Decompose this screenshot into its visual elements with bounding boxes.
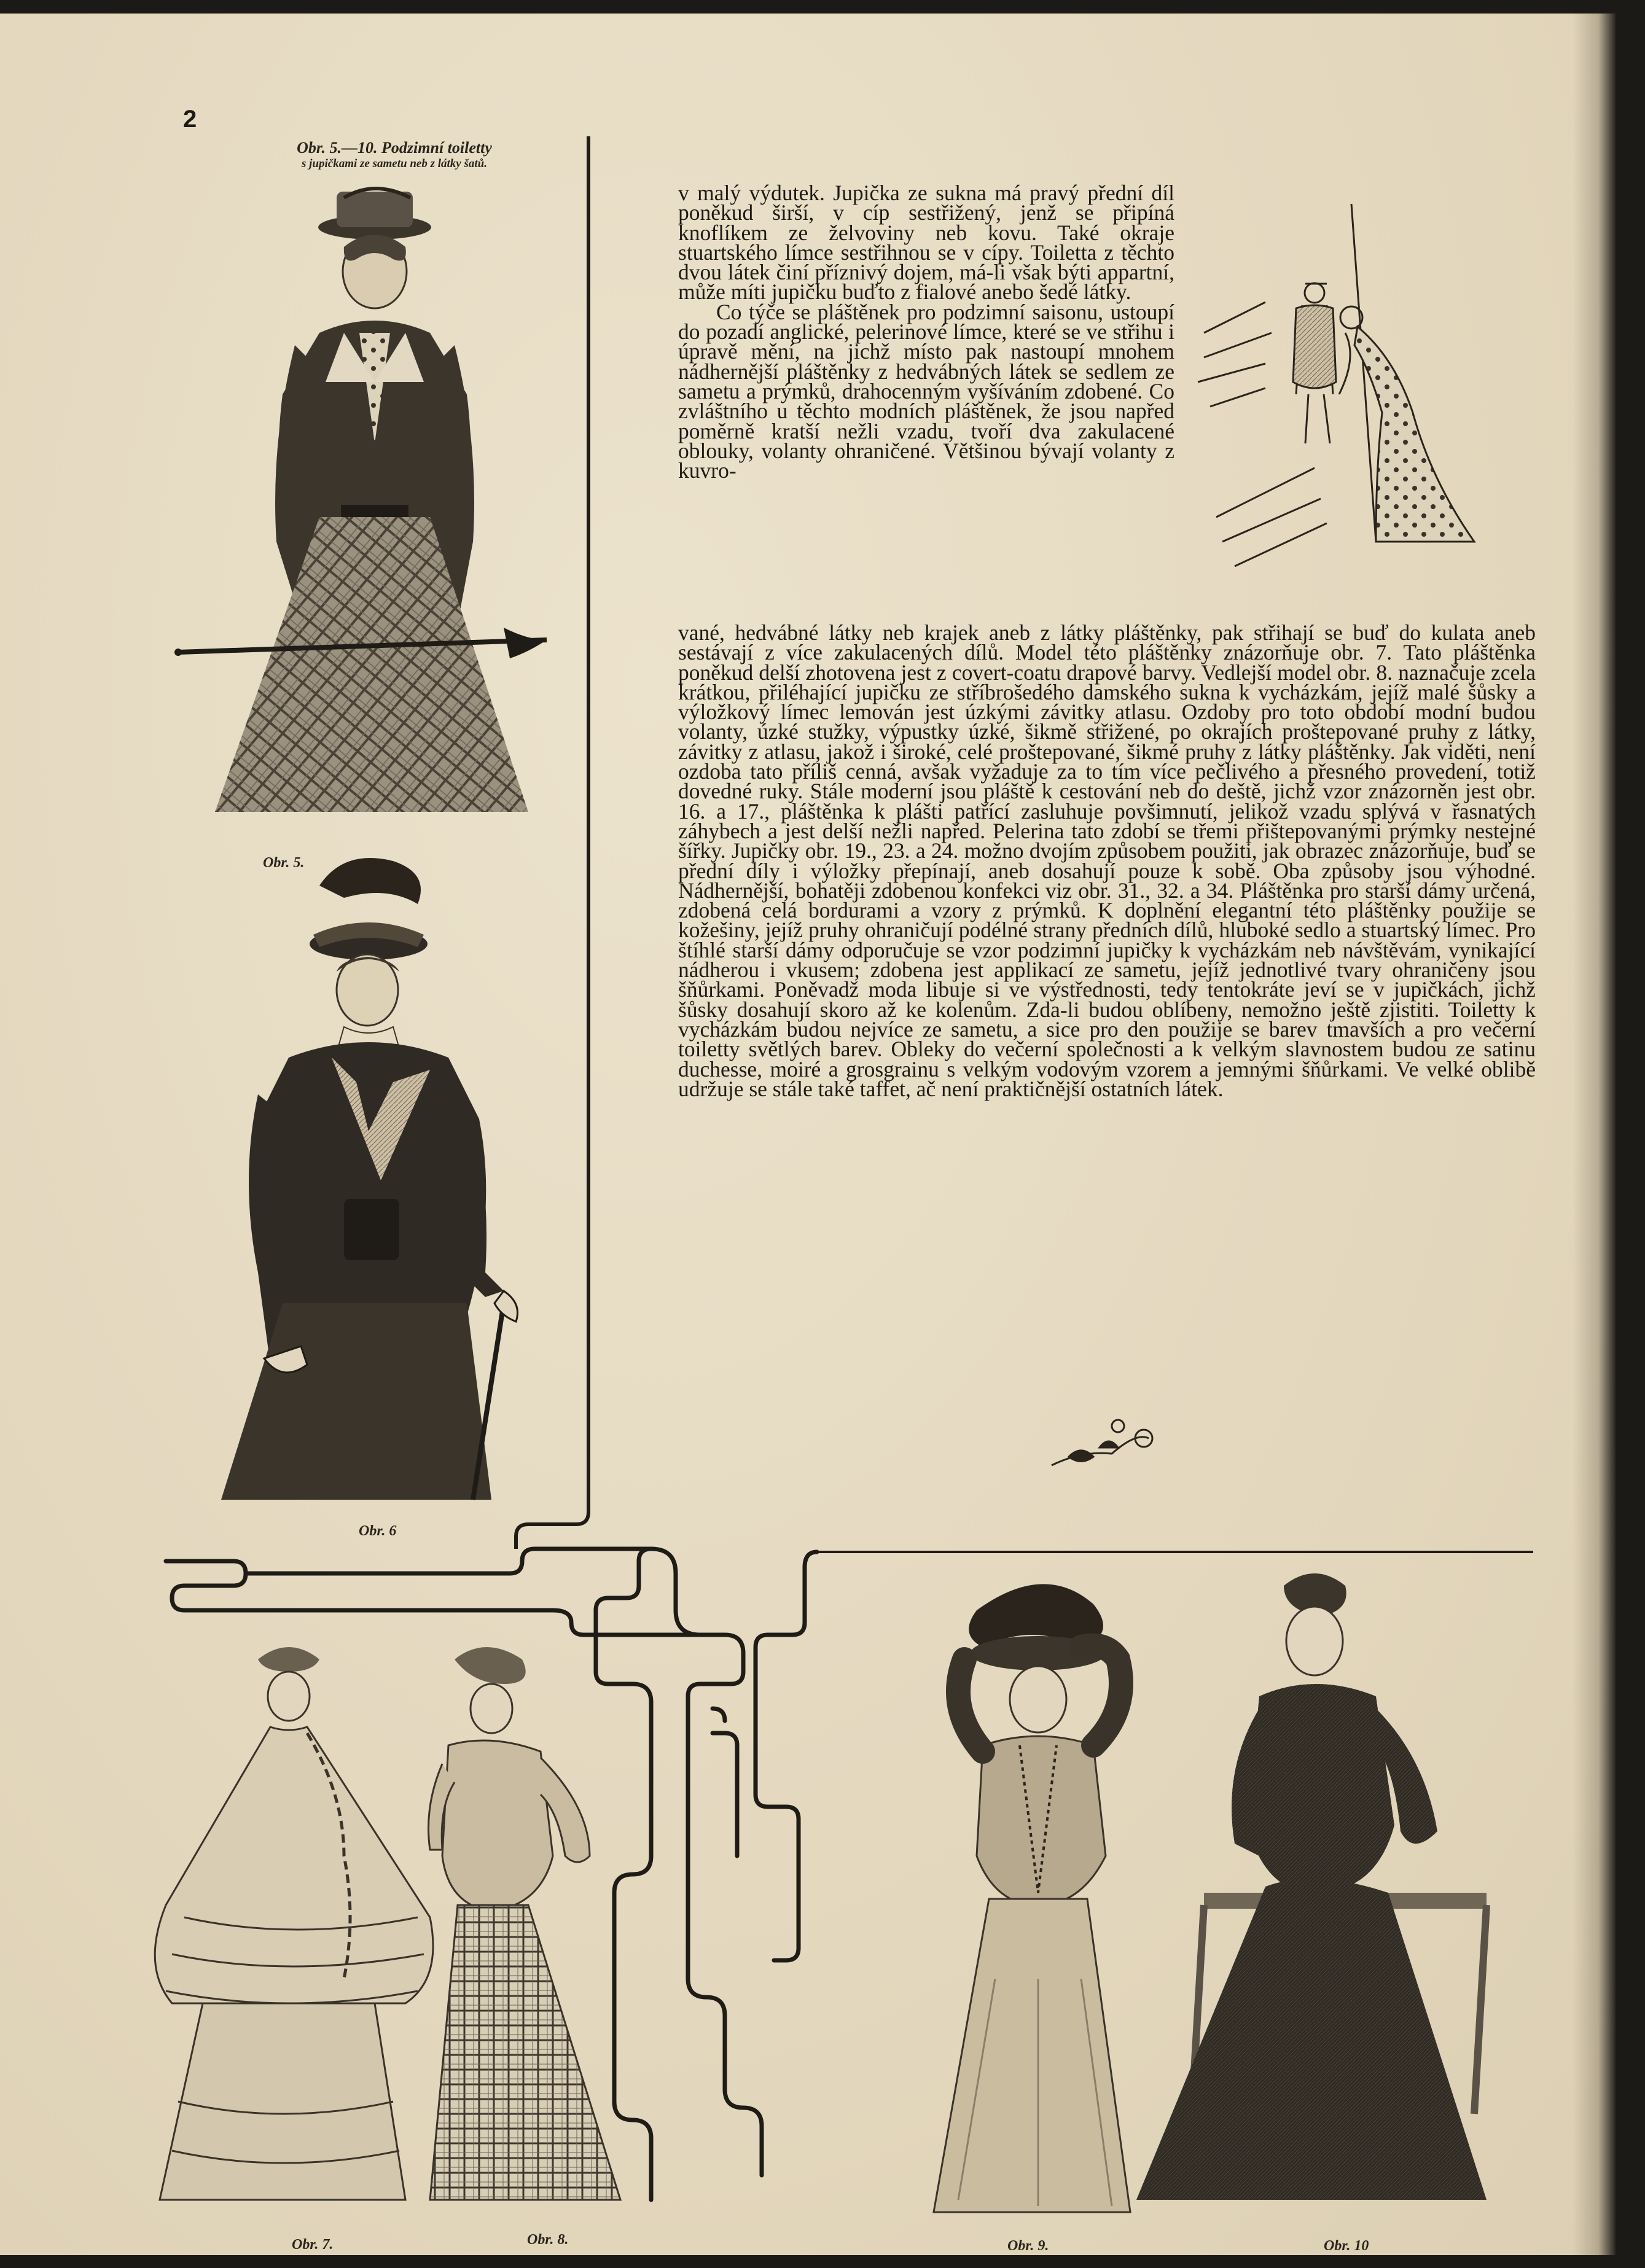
figure-label-6: Obr. 6 — [359, 1523, 397, 1539]
figure-label-5: Obr. 5. — [263, 855, 305, 871]
page-edge-shadow — [1573, 14, 1616, 2255]
figure-label-7: Obr. 7. — [292, 2237, 334, 2253]
illustration-fig-5 — [174, 189, 547, 812]
figure-label-10: Obr. 10 — [1324, 2238, 1369, 2254]
figure-label-8: Obr. 8. — [527, 2232, 569, 2248]
flower-ornament — [1052, 1420, 1152, 1465]
figure-label-9: Obr. 9. — [1007, 2238, 1049, 2254]
page-number: 2 — [183, 106, 197, 133]
page-illustrations — [0, 14, 1616, 2255]
illustration-fig-8 — [429, 1647, 621, 2200]
caption-line-2: s jupičkami ze sametu neb z látky šatů. — [302, 157, 487, 170]
illustration-fig-9 — [934, 1584, 1130, 2212]
illustration-fig-6 — [221, 858, 518, 1500]
illustration-fig-7 — [155, 1647, 433, 2200]
ornamental-border-line — [516, 136, 588, 1549]
caption-line-1: Obr. 5.—10. Podzimní toiletty — [297, 139, 492, 157]
magazine-page — [0, 14, 1616, 2255]
article-wide-text: vané, hedvábné látky neb krajek aneb z látky pláštěnky, pak střihají se buď do kulata aneb sestávají z více zakulacených dílů. Model této pláštěnky znázorňuje obr. 7. Tato pláštěnka poněkud delší zhotovena jest z covert-coatu drapové barvy. Vedlejší model obr. 8. naznačuje zcela krátkou, přiléhající jupičku ze stříbrošedého damského sukna k vycházkám, jejíž malé šůsky a výložkový límec lemován jest úzkými závitky atlasu. Ozdoby pro toto období modní budou volanty, úzké stužky, výpustky úzké, šikmě střižené, po okrajích proštepované pruhy z látky, závitky z atlasu, jakož i široké, celé proštepované, šikmé pruhy z látky pláštěnky. Jak viděti, není ozdoba tato příliš cenná, avšak vyžaduje za to tím více pečlivého a přesného provedení, totiž dovedné ruky. Stále moderní jsou pláště k cestování neb do deště, jichž vzor znázorněn jest obr. 16. a 17., pláštěnka k plášti patřící zasluhuje povšimnutí, jelikož vzadu splývá v řasnatých záhybech a jest delší nežli napřed. Pelerina tato zdobí se třemi přištepovanými prýmky nestejné šířky. Jupičky obr. 19., 23. a 24. možno dvojím způsobem použiti, jak obrazec znázorňuje, buď se přední díly i výložky přepínají, aneb dosahují pouze k sobě. Oba způsoby jsou výhodné. Nádhernější, bohatěji zdobenou konfekci viz obr. 31., 32. a 34. Pláštěnka pro starší dámy určená, zdobená celá bordurami a vzory z prýmků. K doplnění elegantní této pláštěnky použije se kožešiny, jejíž pruhy ohraničují podélné strany předních dílů, hluboké sedlo a stuartský límec. Pro štíhlé starší dámy odporučuje se vzor podzimní jupičky k vycházkám neb návštěvám, vynikající nádherou i vkusem; zdobena jest applikací ze sametu, jejíž jednotlivé tvary ohraničeny jsou šňůrkami. Poněvadž moda libuje si ve výstřednosti, tedy tentokráte jeví se v jupičkách, jichž šůsky dosahují skoro až ke kolenům. Zda-li budou oblíbeny, nemožno ještě zjistiti. Toiletty k vycházkám budou nejvíce ze sametu, a sice pro den použije se barev tmavších a pro večerní toiletty světlých barev. Obleky do večerní společnosti a k velkým slavnostem budou ze satinu duchesse, moiré a grosgrainu s velkým vodovým vzorem a jemnými šňůrkami. Ve velké oblibě udržuje se stále také taffet, ač není praktičnější ostatních látek. — [678, 620, 1536, 1101]
illustration-sketch-couple — [1198, 204, 1474, 566]
article-paragraph-1: v malý výdutek. Jupička ze sukna má pravý přední díl poněkud širší, v cíp sestřižený, jenž se připíná knoflíkem ze želvoviny neb kovu. Také okraje stuartského límce sestřihnou se v cípy. Toiletta z těchto dvou látek činí příznivý dojem, má-li však býti appartní, může míti jupičku buďto z fialové anebo šedé látky. — [678, 181, 1174, 305]
illustration-fig-10 — [1136, 1573, 1487, 2200]
article-paragraph-2: Co týče se pláštěnek pro podzimní saisonu, ustoupí do pozadí anglické, pelerinové límce, které se ve střihu i úpravě mění, na jichž místo pak nastoupí mnohem nádhernější pláštěnky z hedvábných látek se sedlem ze sametu a prýmků, drahocenným vyšíváním zdobené. Co zvláštního u těchto modních pláštěnek, že jsou napřed poměrně kratší nežli vzadu, tvoří dva zakulacené oblouky, volanty ohraničené. Většinou bývají volanty z kuvro- — [678, 299, 1174, 483]
